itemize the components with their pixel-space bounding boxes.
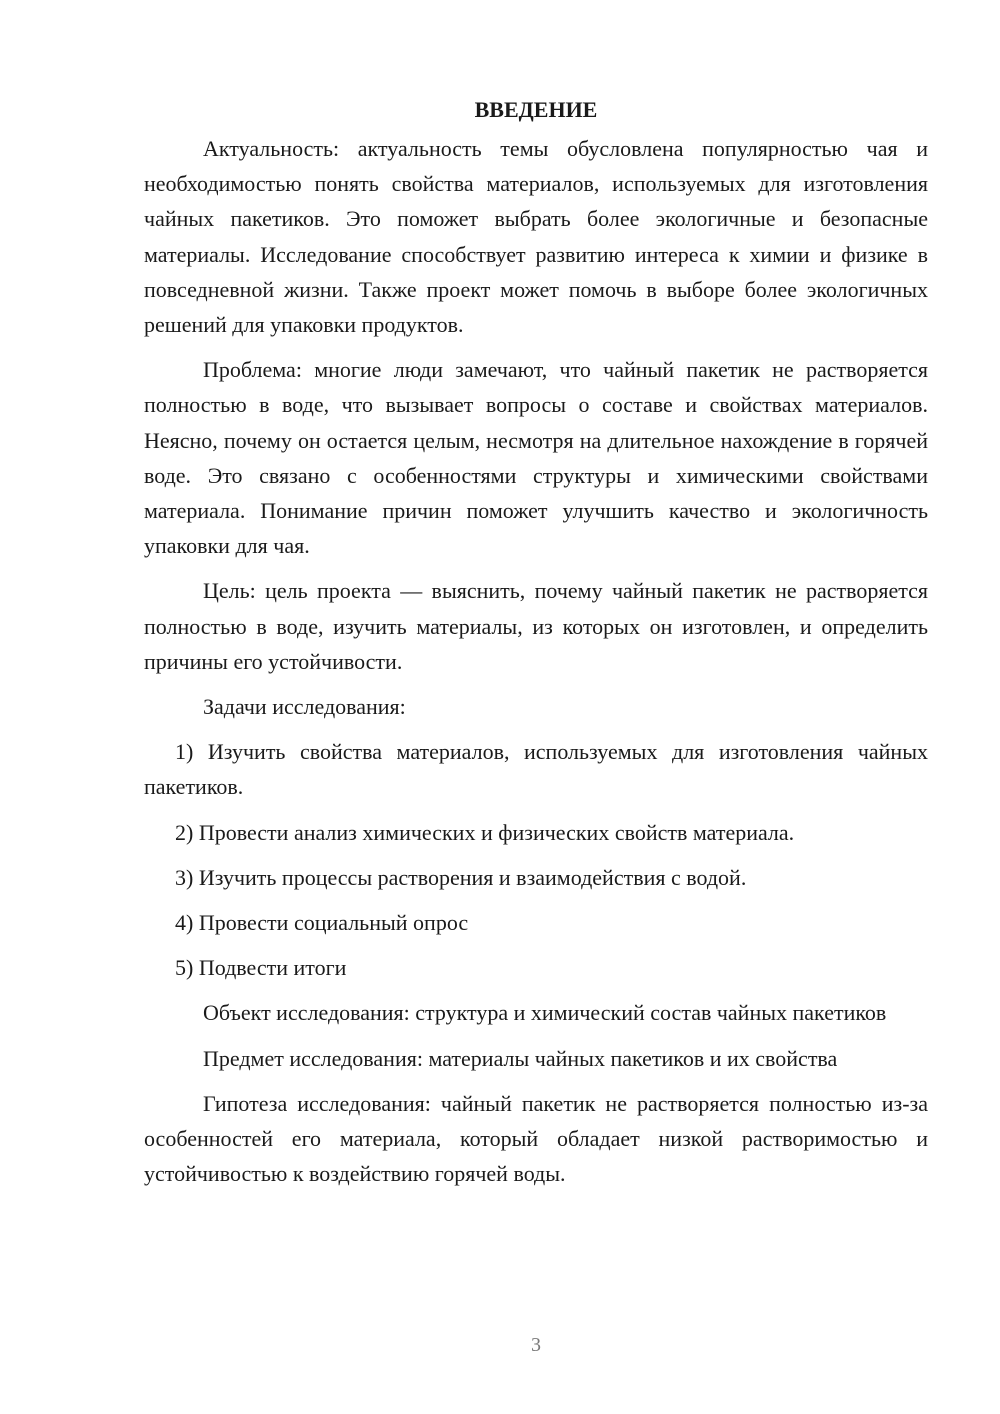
problem-paragraph: Проблема: многие люди замечают, что чайный пакетик не растворяется полностью в воде, что вызывает вопросы о составе и свойствах материалов. Неясно, почему он остается целым, несмотря на длительное нахождение в горячей воде. Это связано с особенностями структуры и химическими свойствами материала. Понимание причин поможет улучшить качество и экологичность упаковки для чая. <box>144 357 928 559</box>
task-item-2: 2) Провести анализ химических и физических свойств материала. <box>175 819 795 845</box>
tasks-heading: Задачи исследования: <box>203 694 406 720</box>
task-item-1: 1) Изучить свойства материалов, используемых для изготовления чайных пакетиков. <box>144 739 928 800</box>
section-title: ВВЕДЕНИЕ <box>474 97 598 122</box>
subject-paragraph: Предмет исследования: материалы чайных пакетиков и их свойства <box>203 1045 838 1071</box>
page-number: 3 <box>531 1334 541 1356</box>
task-item-5: 5) Подвести итоги <box>175 955 347 981</box>
task-item-4: 4) Провести социальный опрос <box>175 910 469 936</box>
object-paragraph: Объект исследования: структура и химический состав чайных пакетиков <box>203 1000 887 1026</box>
page-content <box>144 92 928 1201</box>
relevance-paragraph: Актуальность: актуальность темы обусловлена популярностью чая и необходимостью понять свойства материалов, используемых для изготовления чайных пакетиков. Это поможет выбрать более экологичные и безопасные материалы. Исследование способствует развитию интереса к химии и физике в повседневной жизни. Также проект может помочь в выборе более экологичных решений для упаковки продуктов. <box>144 136 928 338</box>
hypothesis-paragraph: Гипотеза исследования: чайный пакетик не растворяется полностью из-за особенностей его материала, который обладает низкой растворимостью и устойчивостью к воздействию горячей воды. <box>144 1090 928 1187</box>
goal-paragraph: Цель: цель проекта — выяснить, почему чайный пакетик не растворяется полностью в воде, изучить материалы, из которых он изготовлен, и определить причины его устойчивости. <box>144 578 928 674</box>
task-item-3: 3) Изучить процессы растворения и взаимодействия с водой. <box>175 864 747 890</box>
